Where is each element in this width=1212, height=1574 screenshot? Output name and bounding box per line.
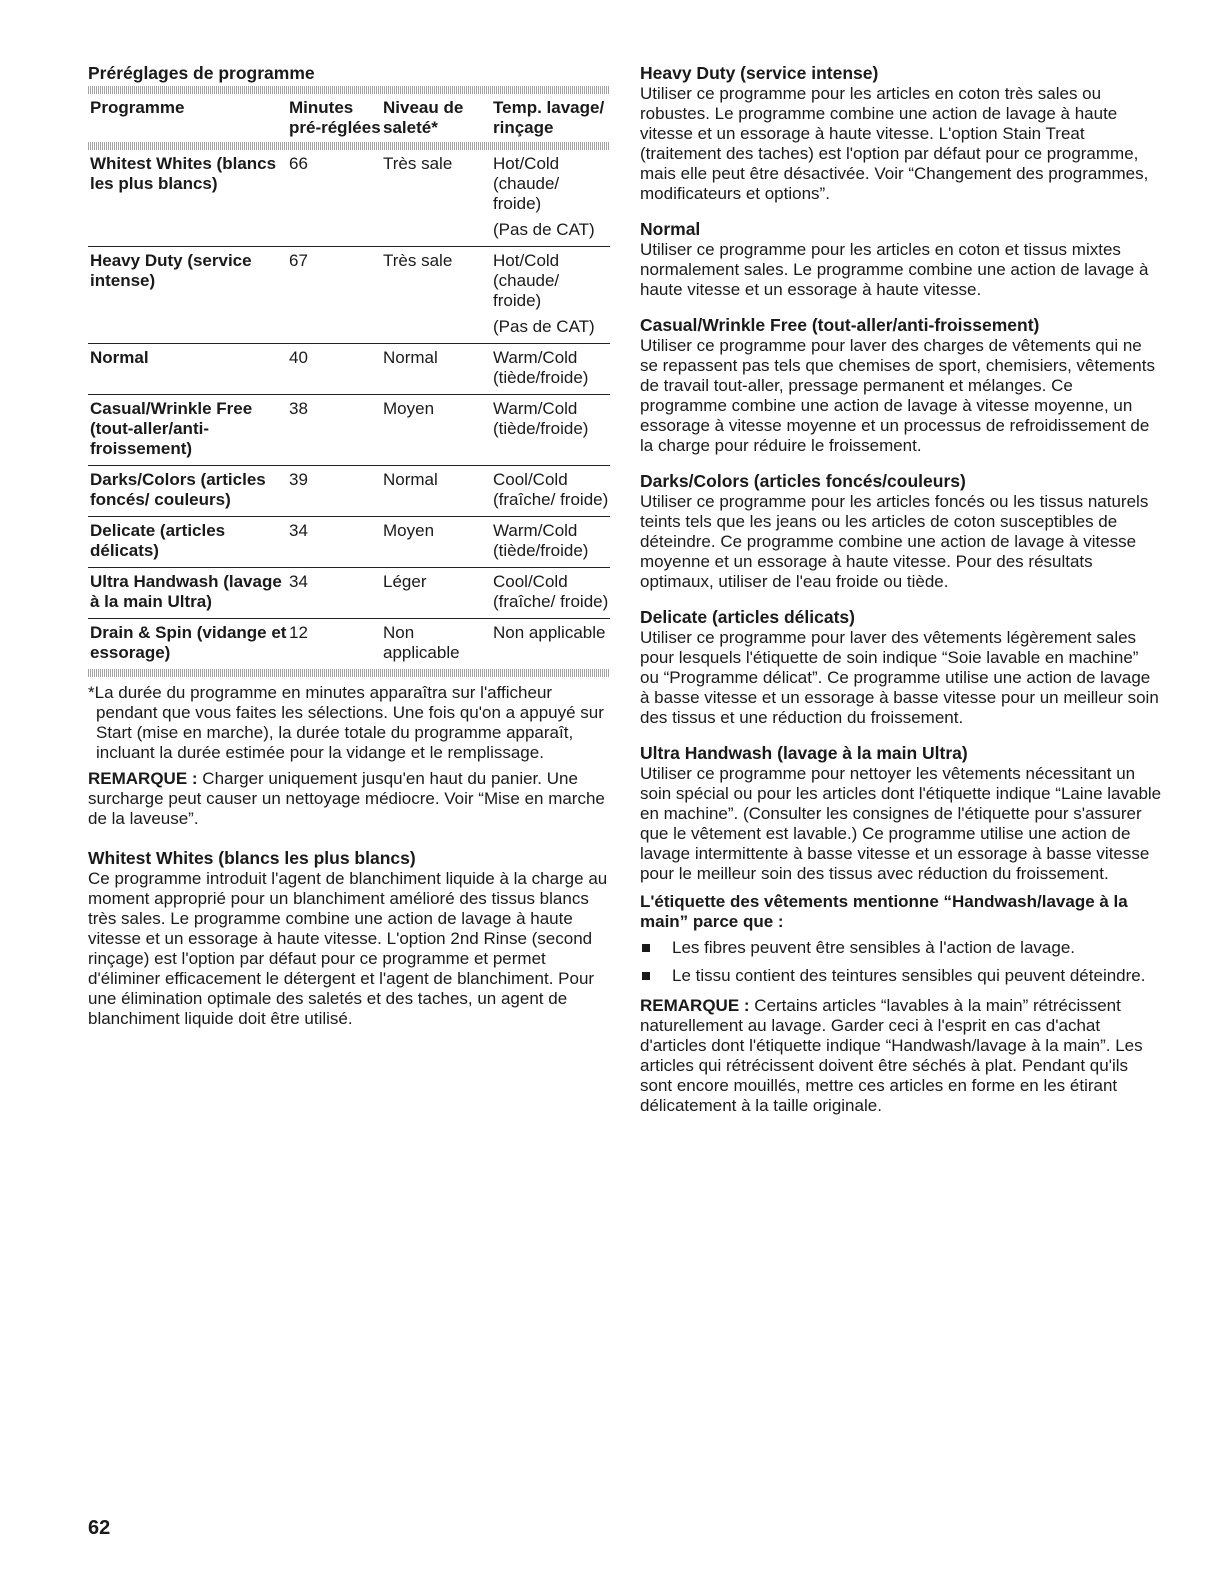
- row-note: (Pas de CAT): [493, 317, 595, 336]
- header-soil: Niveau de saleté*: [383, 98, 464, 137]
- section-title: Normal: [640, 219, 701, 239]
- table-row: [88, 568, 610, 619]
- row-program: Drain & Spin (vidange et essorage): [90, 623, 287, 662]
- section-text: Utiliser ce programme pour les articles en coton et tissus mixtes normalement sales. Le programme combine une action de lavage à haute vitesse et un essorage à haute vitesse.: [640, 240, 1149, 299]
- remarque-note: [88, 769, 610, 829]
- table-row: [88, 150, 610, 247]
- row-temp: Cool/Cold (fraîche/ froide): [493, 470, 609, 509]
- row-soil: Non applicable: [383, 623, 460, 662]
- row-temp: Warm/Cold (tiède/froide): [493, 399, 589, 438]
- row-minutes: 34: [289, 572, 308, 591]
- row-minutes: 38: [289, 399, 308, 418]
- table-row: [88, 344, 610, 395]
- label-heading: L'étiquette des vêtements mentionne “Handwash/lavage à la main” parce que :: [640, 892, 1128, 931]
- row-soil: Très sale: [383, 251, 453, 270]
- row-minutes: 67: [289, 251, 308, 270]
- table-header-row: [88, 94, 610, 142]
- row-program: Normal: [90, 348, 149, 367]
- table-row: [88, 517, 610, 568]
- section-title: Delicate (articles délicats): [640, 607, 855, 627]
- row-program: Delicate (articles délicats): [90, 521, 226, 560]
- row-soil: Très sale: [383, 154, 453, 173]
- section-title: Casual/Wrinkle Free (tout-aller/anti-froissement): [640, 315, 1040, 335]
- row-minutes: 66: [289, 154, 308, 173]
- list-item-text: Le tissu contient des teintures sensibles qui peuvent déteindre.: [672, 966, 1146, 985]
- header-temp: Temp. lavage/ rinçage: [493, 98, 605, 137]
- row-temp: Non applicable: [493, 623, 606, 642]
- section-delicate: [640, 606, 1162, 728]
- section-text: Utiliser ce programme pour nettoyer les vêtements nécessitant un soin spécial ou pour les articles dont l'étiquette indique “Laine lavable en machine”. (Consulter les consignes de l'étiquette pour s'assurer que le vêtement est lavable.) Ce programme utilise une action de lavage intermittente à basse vitesse et un essorage à basse vitesse pour le meilleur soin des tissus avec réduction du froissement.: [640, 764, 1162, 883]
- section-title: Ultra Handwash (lavage à la main Ultra): [640, 743, 968, 763]
- section-heavy-duty: [640, 62, 1162, 204]
- remarque-text: Certains articles “lavables à la main” rétrécissent naturellement au lavage. Garder ceci à l'esprit en cas d'achat d'articles dont l'étiquette indique “Handwash/lavage à la main”. Les articles qui rétrécissent doivent être séchés à plat. Pendant qu'ils sont encore mouillés, mettre ces articles en forme en les étirant délicatement à la taille originale.: [640, 996, 1143, 1115]
- row-temp-cell: [493, 247, 610, 344]
- section-text: Utiliser ce programme pour les articles en coton très sales ou robustes. Le programme combine une action de lavage à haute vitesse et un essorage à haute vitesse. L'option Stain Treat (traitement des taches) est l'option par défaut pour ce programme, mais elle peut être désactivée. Voir “Changement des programmes, modificateurs et options”.: [640, 84, 1149, 203]
- section-normal: [640, 218, 1162, 300]
- table-row: [88, 247, 610, 344]
- row-soil: Moyen: [383, 521, 435, 540]
- table-row: [88, 395, 610, 466]
- section-text: Utiliser ce programme pour les articles foncés ou les tissus naturels teints tels que les jeans ou les articles de coton susceptibles de déteindre. Ce programme combine une action de lavage à vitesse moyenne et un essorage à haute vitesse. Pour des résultats optimaux, utiliser de l'eau froide ou tiède.: [640, 492, 1149, 591]
- table-row: [88, 466, 610, 517]
- row-temp: Warm/Cold (tiède/froide): [493, 521, 589, 560]
- row-minutes: 34: [289, 521, 308, 540]
- table-footnote: *La durée du programme en minutes apparaîtra sur l'afficheur pendant que vous faites les sélections. Une fois qu'on a appuyé sur Start (mise en marche), la durée totale du programme apparaît, incluant la durée estimée pour la vidange et le remplissage.: [88, 683, 604, 762]
- section-text: Utiliser ce programme pour laver des charges de vêtements qui ne se repassent pas tels que chemises de sport, chemisiers, vêtements de travail tout-aller, pressage permanent et mélanges. Ce programme combine une action de lavage à vitesse moyenne, un essorage à vitesse moyenne et un processus de refroidissement de la charge pour réduire le froissement.: [640, 336, 1155, 455]
- remarque-label: REMARQUE :: [640, 996, 750, 1015]
- remarque-text: Charger uniquement jusqu'en haut du panier. Une surcharge peut causer un nettoyage médiocre. Voir “Mise en marche de la laveuse”.: [88, 769, 605, 828]
- header-rule: [88, 142, 610, 150]
- list-item: [640, 938, 1162, 958]
- table-row: [88, 619, 610, 670]
- remarque-label: REMARQUE :: [88, 769, 198, 788]
- left-column: [88, 62, 610, 1043]
- row-temp: Hot/Cold (chaude/ froide): [493, 154, 560, 213]
- list-item-text: Les fibres peuvent être sensibles à l'action de lavage.: [672, 938, 1075, 957]
- row-soil: Léger: [383, 572, 427, 591]
- section-title: Heavy Duty (service intense): [640, 63, 879, 83]
- section-darks-colors: [640, 470, 1162, 592]
- row-temp-cell: [493, 150, 610, 247]
- remarque-note-2: [640, 996, 1162, 1116]
- section-text: Ce programme introduit l'agent de blanchiment liquide à la charge au moment approprié pour un blanchiment amélioré des tissus blancs très sales. Le programme combine une action de lavage à haute vitesse et un essorage à haute vitesse. L'option 2nd Rinse (second rinçage) est l'option par défaut pour ce programme et permet d'éliminer efficacement le détergent et l'agent de blanchiment. Pour une élimination optimale des saletés et des taches, un agent de blanchiment liquide doit être utilisé.: [88, 869, 608, 1028]
- table-title: Préréglages de programme: [88, 63, 315, 83]
- table-bottom-rule: [88, 669, 610, 677]
- header-programme: Programme: [90, 98, 185, 117]
- row-temp: Cool/Cold (fraîche/ froide): [493, 572, 609, 611]
- row-temp: Warm/Cold (tiède/froide): [493, 348, 589, 387]
- row-program: Whitest Whites (blancs les plus blancs): [90, 154, 277, 193]
- row-soil: Normal: [383, 348, 438, 367]
- section-text: Utiliser ce programme pour laver des vêtements légèrement sales pour lesquels l'étiquette de soin indique “Soie lavable en machine” ou “Programme délicat”. Ce programme utilise une action de lavage à basse vitesse et un essorage à basse vitesse pour un meilleur soin des tissus et une réduction du froissement.: [640, 628, 1159, 727]
- row-temp: Hot/Cold (chaude/ froide): [493, 251, 560, 310]
- program-settings-table: [88, 94, 610, 669]
- row-note: (Pas de CAT): [493, 220, 595, 239]
- row-program: Darks/Colors (articles foncés/ couleurs): [90, 470, 266, 509]
- section-casual-wrinkle-free: [640, 314, 1162, 456]
- row-program: Ultra Handwash (lavage à la main Ultra): [90, 572, 282, 611]
- reasons-list: [640, 938, 1162, 986]
- row-minutes: 39: [289, 470, 308, 489]
- row-program: Heavy Duty (service intense): [90, 251, 252, 290]
- section-ultra-handwash: [640, 742, 1162, 884]
- row-minutes: 12: [289, 623, 308, 642]
- table-top-rule: [88, 86, 610, 94]
- section-title: Whitest Whites (blancs les plus blancs): [88, 848, 416, 868]
- row-program: Casual/Wrinkle Free (tout-aller/anti-froissement): [90, 399, 253, 458]
- list-item: [640, 966, 1162, 986]
- page-number: 62: [88, 1517, 111, 1539]
- right-column: [640, 62, 1162, 1116]
- row-soil: Moyen: [383, 399, 435, 418]
- row-soil: Normal: [383, 470, 438, 489]
- bullet-square-icon: [642, 972, 650, 980]
- bullet-square-icon: [642, 944, 650, 952]
- row-minutes: 40: [289, 348, 308, 367]
- section-title: Darks/Colors (articles foncés/couleurs): [640, 471, 966, 491]
- header-minutes: Minutes pré-réglées: [289, 98, 381, 137]
- section-whitest-whites: [88, 847, 610, 1029]
